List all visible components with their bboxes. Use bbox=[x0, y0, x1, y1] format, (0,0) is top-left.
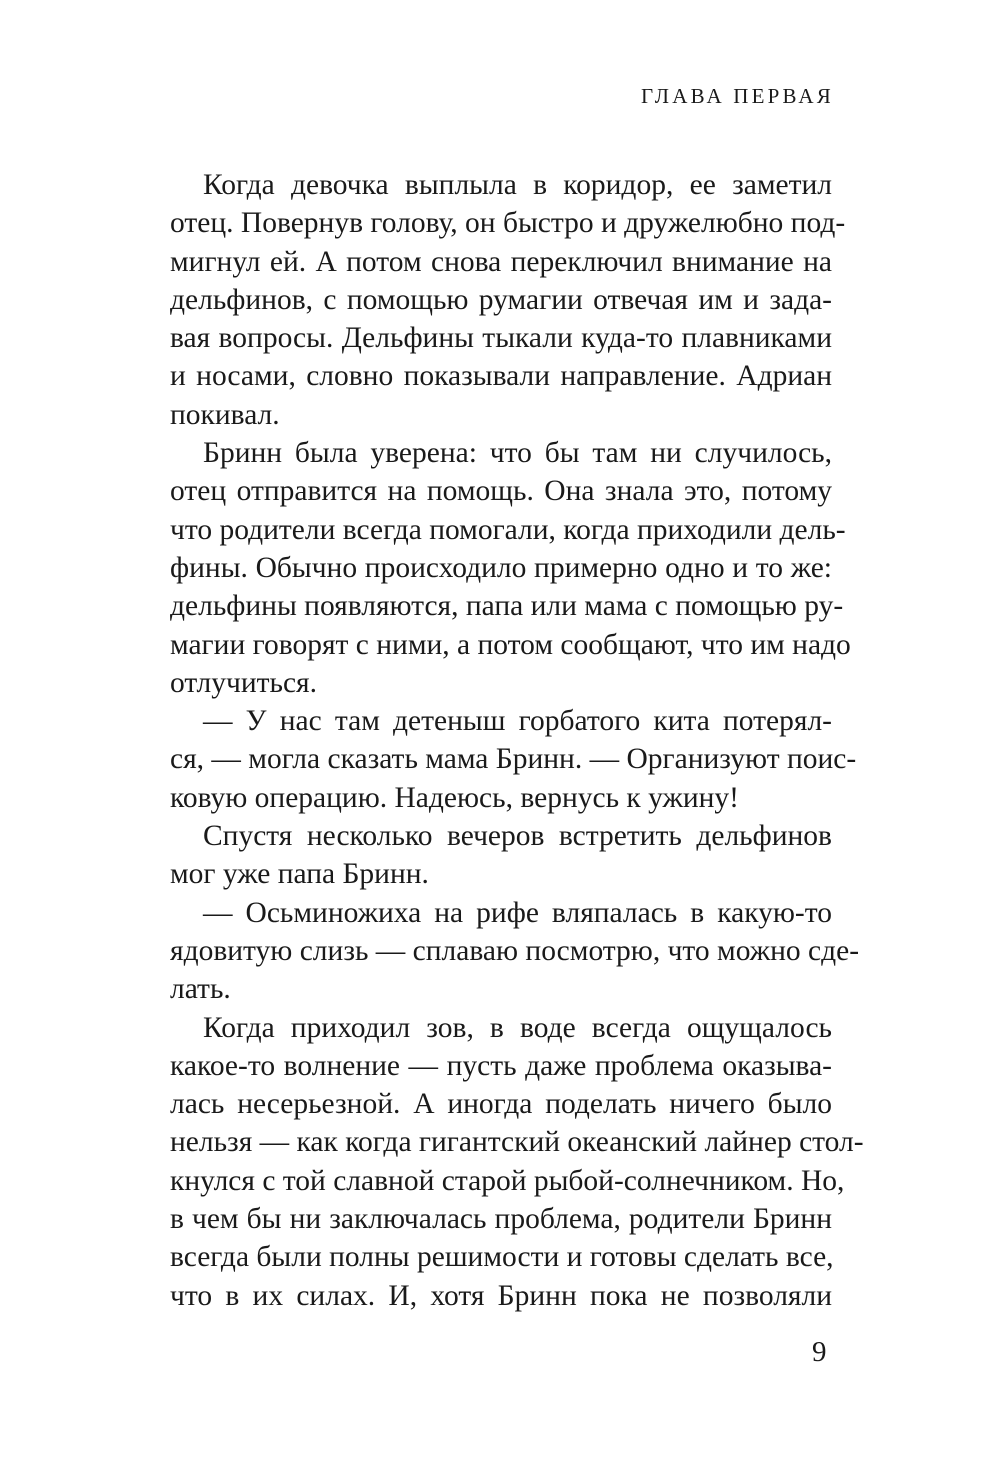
text-line: отец. Повернув голову, он быстро и дружелюбно под- bbox=[170, 207, 846, 240]
text-line: магии говорят с ними, а потом сообщают, что им надо bbox=[170, 628, 851, 661]
text-line: мигнул ей. А потом снова переключил внимание на bbox=[170, 245, 832, 278]
text-line: покивал. bbox=[170, 398, 280, 431]
text-line: Когда девочка выплыла в коридор, ее заметил bbox=[203, 169, 832, 201]
text-line: в чем бы ни заключалась проблема, родители Бринн bbox=[170, 1203, 832, 1236]
body-text bbox=[170, 166, 864, 1315]
paragraph bbox=[170, 1009, 864, 1315]
text-line: фины. Обычно происходило примерно одно и то же: bbox=[170, 551, 832, 584]
text-line: мог уже папа Бринн. bbox=[170, 858, 429, 891]
paragraph bbox=[170, 817, 832, 894]
text-line: дельфинов, с помощью румагии отвечая им и зада- bbox=[170, 283, 832, 316]
text-line: лать. bbox=[170, 973, 231, 1006]
text-line: и носами, словно показывали направление. Адриан bbox=[170, 360, 832, 393]
text-line: какое-то волнение — пусть даже проблема оказыва- bbox=[170, 1049, 832, 1082]
text-line: — Осьминожиха на рифе вляпалась в какую-то bbox=[203, 896, 832, 929]
paragraph bbox=[170, 166, 846, 434]
text-line: кнулся с той славной старой рыбой-солнечником. Но, bbox=[170, 1164, 845, 1197]
text-line: что в их силах. И, хотя Бринн пока не позволяли bbox=[170, 1279, 832, 1312]
text-line: вая вопросы. Дельфины тыкали куда-то плавниками bbox=[170, 322, 832, 355]
page-number: 9 bbox=[812, 1336, 827, 1368]
text-line: Бринн была уверена: что бы там ни случилось, bbox=[203, 437, 832, 470]
text-line: отец отправится на помощь. Она знала это, потому bbox=[170, 475, 832, 508]
running-head: ГЛАВА ПЕРВАЯ bbox=[641, 84, 834, 108]
paragraph bbox=[170, 434, 851, 702]
text-line: ся, — могла сказать мама Бринн. — Организуют поис- bbox=[170, 743, 857, 776]
text-line: дельфины появляются, папа или мама с помощью ру- bbox=[170, 590, 844, 623]
text-line: что родители всегда помогали, когда приходили дель- bbox=[170, 513, 846, 546]
text-line: нельзя — как когда гигантский океанский лайнер стол- bbox=[170, 1126, 864, 1159]
text-line: ядовитую слизь — сплаваю посмотрю, что можно сде- bbox=[170, 934, 860, 967]
text-line: — У нас там детеныш горбатого кита потерял- bbox=[203, 705, 832, 738]
text-line: отлучиться. bbox=[170, 666, 317, 699]
text-line: Спустя несколько вечеров встретить дельфинов bbox=[203, 820, 832, 853]
text-line: Когда приходил зов, в воде всегда ощущалось bbox=[203, 1011, 832, 1044]
text-line: ковую операцию. Надеюсь, вернусь к ужину! bbox=[170, 781, 739, 814]
paragraph bbox=[170, 894, 860, 1009]
text-line: лась несерьезной. А иногда поделать ничего было bbox=[170, 1088, 832, 1121]
text-line: всегда были полны решимости и готовы сделать все, bbox=[170, 1241, 834, 1274]
paragraph bbox=[170, 702, 857, 817]
